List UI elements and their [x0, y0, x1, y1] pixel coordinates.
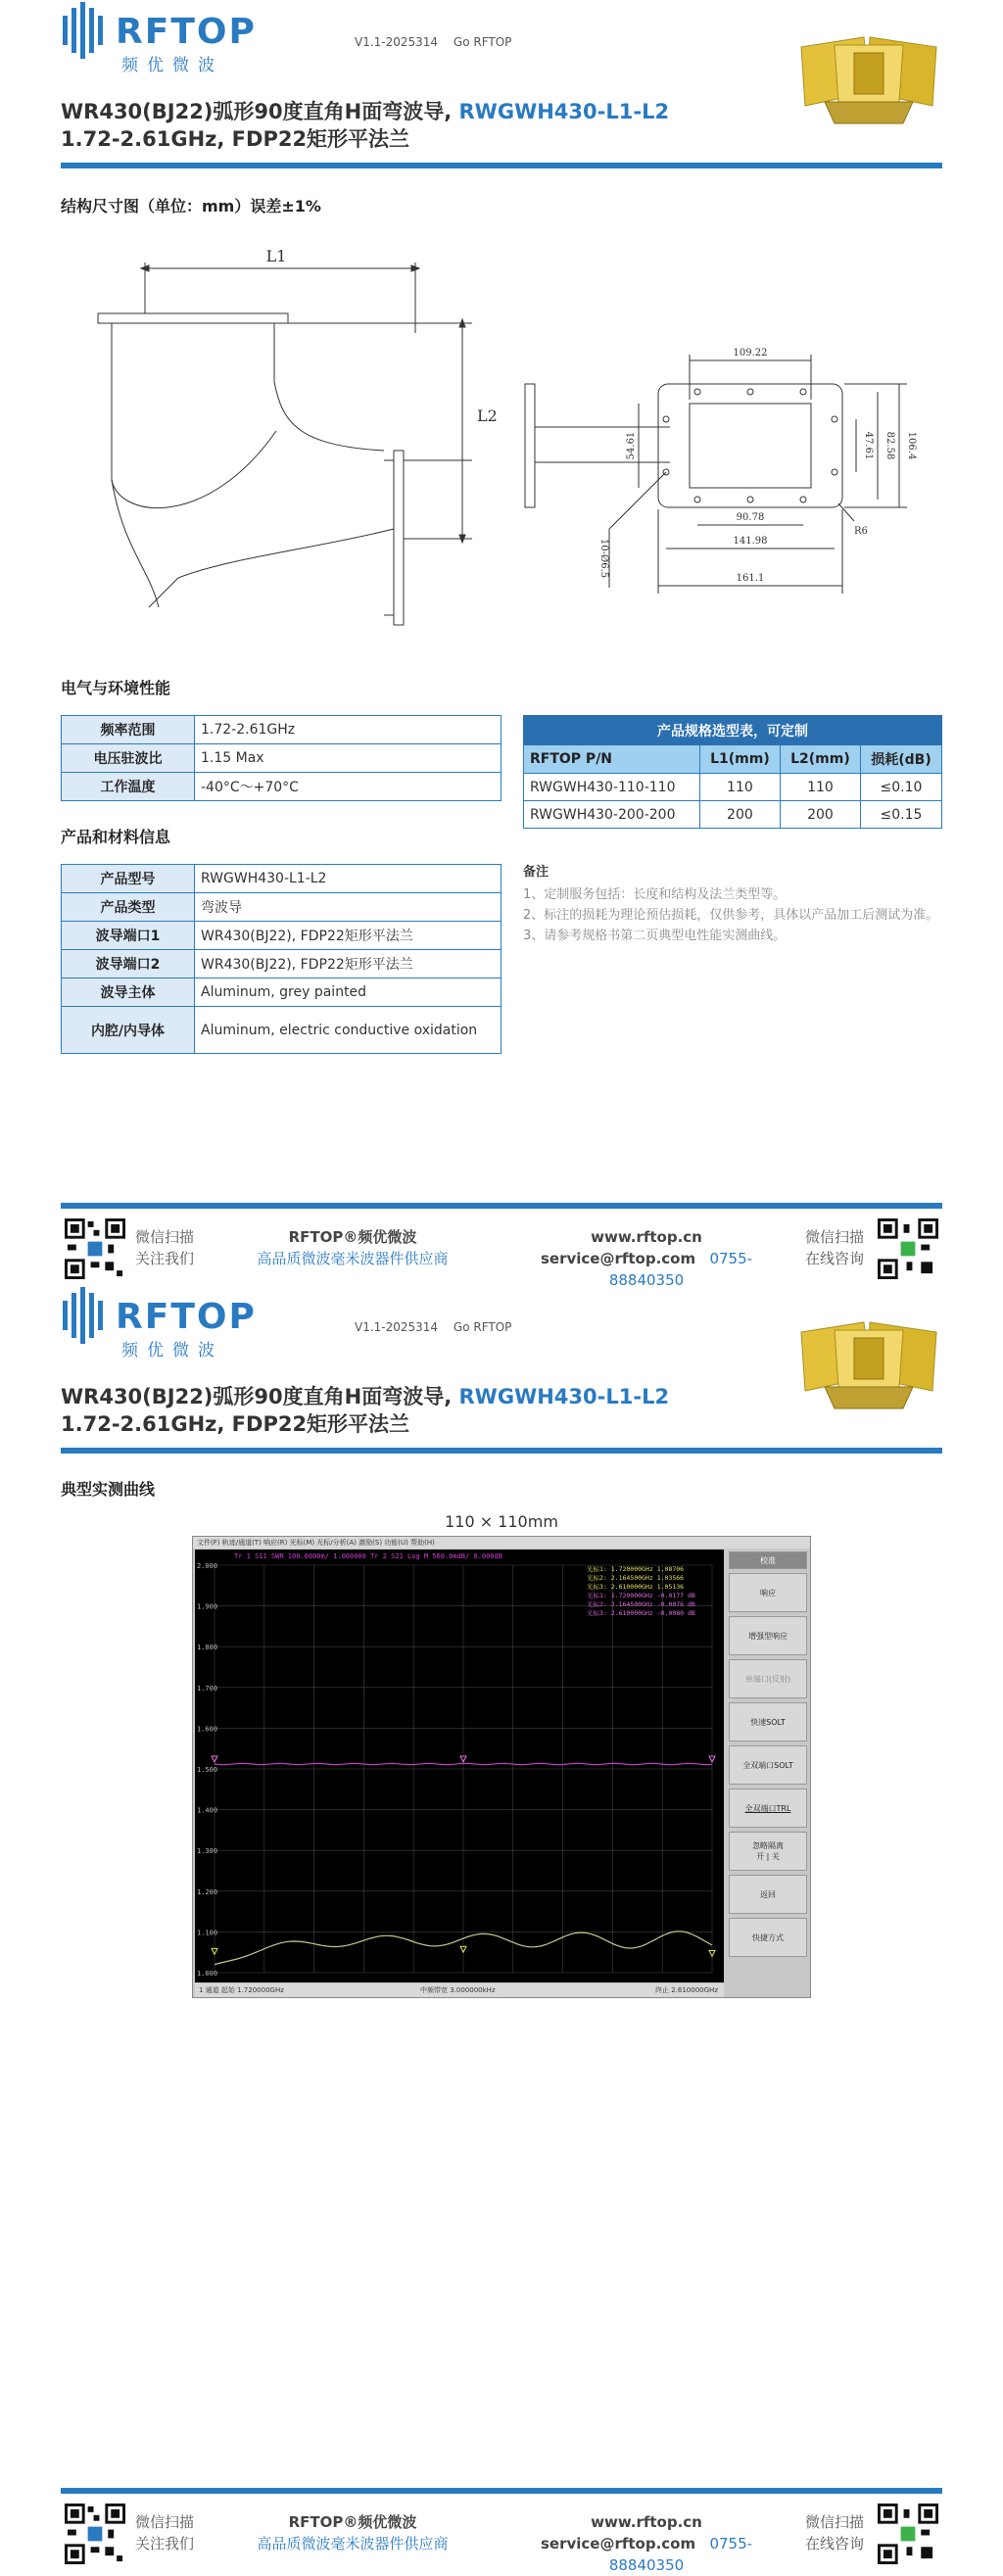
col-header: L1(mm)	[699, 745, 780, 774]
table-row	[62, 922, 502, 950]
website-link[interactable]: www.rftop.cn	[591, 2513, 702, 2531]
version-line	[355, 1320, 523, 1334]
logo-text: RFTOP	[116, 1297, 257, 1337]
marker-readout: 光标3: 2.610000GHz -0.0080 dB	[587, 1609, 695, 1617]
table-row	[62, 716, 502, 744]
cell-l1: 110	[699, 774, 780, 801]
footer-consult	[805, 2511, 864, 2554]
spec-key: 频率范围	[62, 716, 195, 744]
mechanical-drawing	[61, 235, 942, 646]
y-tick-label: 1.200	[197, 1887, 218, 1896]
footer-brand	[255, 2511, 451, 2554]
softkey-full-2port-trl[interactable]: 全双端口TRL	[729, 1789, 807, 1828]
brand-name: RFTOP®频优微波	[288, 1228, 417, 1246]
waveguide-bend-product-image	[795, 1318, 942, 1416]
consult-label: 在线咨询	[805, 2535, 865, 2552]
vna-plot-area	[195, 1550, 724, 1982]
spec-value: 弯波导	[195, 893, 502, 922]
brand-name: RFTOP®频优微波	[288, 2513, 417, 2531]
y-tick-label: 1.900	[197, 1602, 218, 1611]
phone-number: 0755-88840350	[608, 2535, 753, 2574]
vna-menu-bar: 文件(F) 轨迹/通道(T) 响应(R) 光标(M) 光标/分析(A) 激励(S) 功能(U) 帮助(H)	[193, 1537, 810, 1549]
spec-key: 内腔/内导体	[62, 1007, 195, 1054]
qr-code-icon	[65, 1218, 125, 1279]
spec-key: 产品类型	[62, 893, 195, 922]
header-divider	[61, 163, 942, 168]
note-item: 1、定制服务包括：长度和结构及法兰类型等。	[523, 887, 787, 902]
y-tick-label: 1.700	[197, 1684, 218, 1693]
notes-title: 备注	[523, 865, 549, 880]
waveguide-bend-product-image	[795, 33, 942, 131]
hole-callout: 10-Ø6.5	[598, 538, 609, 579]
dim-90-78: 90.78	[736, 512, 765, 523]
col-header: 损耗(dB)	[860, 745, 941, 774]
footer-brand	[255, 1226, 451, 1269]
spec-value: 1.72-2.61GHz	[195, 716, 502, 744]
product-title	[61, 96, 669, 125]
cell-l2: 200	[780, 801, 860, 829]
footer-contact	[519, 2511, 774, 2576]
spec-value: WR430(BJ22), FDP22矩形平法兰	[195, 922, 502, 950]
softkey-full-2port-solt[interactable]: 全双端口SOLT	[729, 1745, 807, 1785]
rftop-logo	[61, 2, 266, 75]
y-tick-label: 1.500	[197, 1766, 218, 1774]
title-prefix: WR430(BJ22)弧形90度直角H面弯波导,	[61, 100, 459, 123]
material-table	[61, 864, 502, 1054]
dim-141-98: 141.98	[733, 536, 768, 547]
marker-readout: 光标1: 1.720000GHz -0.0177 dB	[587, 1592, 695, 1599]
marker-readout: 光标3: 2.610000GHz 1.05136	[587, 1583, 685, 1591]
spec-key: 工作温度	[62, 773, 195, 801]
trace-header: Tr 1 S11 SWR 100.0000m/ 1.000000 Tr 2 S21 Log M 500.0mdB/ 0.000dB	[234, 1552, 502, 1560]
y-tick-label: 1.100	[197, 1929, 218, 1937]
selection-caption: 产品规格选型表，可定制	[524, 716, 942, 745]
section-drawing-title: 结构尺寸图（单位：mm）误差±1%	[61, 197, 321, 215]
status-ifbw: 中频带宽 3.000000kHz	[420, 1986, 496, 1994]
vna-plot	[195, 1550, 724, 1982]
logo-bars-icon	[61, 1287, 108, 1356]
product-title	[61, 1381, 669, 1410]
table-row	[524, 801, 942, 829]
radius-callout: R6	[854, 526, 868, 537]
status-start: 1 通道 起始 1.720000GHz	[199, 1986, 284, 1994]
qr-code-icon	[65, 2504, 125, 2564]
logo-subtext: 频优微波	[121, 1341, 223, 1360]
dim-106-4: 106.4	[906, 431, 917, 460]
logo-bars-icon	[61, 2, 108, 71]
website-link[interactable]: www.rftop.cn	[591, 1228, 702, 1246]
softkey-ignore-isolation[interactable]: 忽略隔离 开 | 关	[729, 1832, 807, 1871]
selection-table	[523, 715, 942, 829]
cell-l1: 200	[699, 801, 780, 829]
footer-divider	[61, 1203, 942, 1209]
table-row	[62, 744, 502, 773]
dim-47-61: 47.61	[863, 431, 874, 460]
section-curve-title: 典型实测曲线	[61, 1480, 156, 1499]
marker-readout: 光标2: 2.164500GHz -0.0076 dB	[587, 1600, 695, 1608]
footer-follow	[135, 1226, 194, 1269]
marker-readout: 光标1: 1.720000GHz 1.08706	[587, 1565, 685, 1573]
note-item: 3、请参考规格书第二页典型电性能实测曲线。	[523, 929, 787, 943]
col-header: RFTOP P/N	[524, 745, 700, 774]
go-rftop-link[interactable]: Go RFTOP	[453, 1320, 512, 1334]
cell-pn: RWGWH430-200-200	[524, 801, 700, 829]
status-stop: 终止 2.610000GHz	[655, 1986, 718, 1994]
dim-82-58: 82.58	[884, 431, 895, 460]
spec-value: -40°C～+70°C	[195, 773, 502, 801]
phone-number: 0755-88840350	[608, 1250, 753, 1289]
spec-key: 产品型号	[62, 865, 195, 893]
qr-code-icon	[878, 2504, 938, 2564]
version-line	[355, 35, 523, 49]
title-part-number: RWGWH430-L1-L2	[458, 1385, 670, 1408]
follow-label: 关注我们	[135, 2535, 195, 2552]
follow-label: 关注我们	[135, 1250, 195, 1267]
electrical-table	[61, 715, 502, 801]
spec-key: 波导端口2	[62, 950, 195, 978]
vna-softkey-panel	[727, 1550, 809, 1982]
wechat-scan-label: 微信扫描	[805, 1228, 865, 1246]
y-tick-label: 1.600	[197, 1725, 218, 1734]
title-prefix: WR430(BJ22)弧形90度直角H面弯波导,	[61, 1385, 459, 1408]
email-link[interactable]: service@rftop.com	[540, 1250, 696, 1267]
marker-readout: 光标2: 2.164500GHz 1.03566	[587, 1574, 685, 1582]
spec-value: RWGWH430-L1-L2	[195, 865, 502, 893]
spec-value: Aluminum, electric conductive oxidation	[195, 1007, 502, 1054]
dim-109-22: 109.22	[733, 348, 768, 358]
dim-161-1: 161.1	[736, 573, 765, 584]
go-rftop-link[interactable]: Go RFTOP	[453, 35, 512, 49]
header-divider	[61, 1448, 942, 1454]
vna-screenshot	[192, 1536, 811, 1998]
section-electrical-title: 电气与环境性能	[61, 679, 171, 697]
brand-slogan: 高品质微波毫米波器件供应商	[257, 1250, 449, 1267]
table-row	[62, 773, 502, 801]
spec-key: 波导端口1	[62, 922, 195, 950]
footer-contact	[519, 1226, 774, 1291]
softkey-return[interactable]: 返回	[729, 1875, 807, 1914]
note-item: 2、标注的损耗为理论预估损耗，仅供参考，具体以产品加工后测试为准。	[523, 908, 939, 923]
dim-54-61: 54.61	[626, 431, 637, 460]
footer-consult	[805, 1226, 864, 1269]
footer-follow	[135, 2511, 194, 2554]
softkey-one-port[interactable]: 单端口(反射)	[729, 1659, 807, 1698]
vna-status-bar	[195, 1983, 724, 1997]
footer-divider	[61, 2488, 942, 2494]
section-material-title: 产品和材料信息	[61, 828, 171, 846]
table-row	[62, 978, 502, 1007]
y-tick-label: 1.300	[197, 1847, 218, 1856]
softkey-quick-solt[interactable]: 快速SOLT	[729, 1702, 807, 1741]
logo-text: RFTOP	[116, 12, 257, 52]
table-row	[62, 865, 502, 893]
spec-value: Aluminum, grey painted	[195, 978, 502, 1007]
col-header: L2(mm)	[780, 745, 860, 774]
wechat-scan-label: 微信扫描	[135, 2513, 195, 2531]
notes	[523, 862, 942, 946]
spec-key: 波导主体	[62, 978, 195, 1007]
product-subtitle: 1.72-2.61GHz, FDP22矩形平法兰	[61, 1412, 410, 1436]
softkey-shortcut[interactable]: 快捷方式	[729, 1918, 807, 1957]
label-l2: L2	[477, 406, 498, 425]
email-link[interactable]: service@rftop.com	[540, 2535, 696, 2552]
wechat-scan-label: 微信扫描	[135, 1228, 195, 1246]
title-part-number: RWGWH430-L1-L2	[458, 100, 670, 123]
spec-value: WR430(BJ22), FDP22矩形平法兰	[195, 950, 502, 978]
cell-loss: ≤0.10	[860, 774, 941, 801]
softkey-response[interactable]: 响应	[729, 1573, 807, 1612]
product-subtitle: 1.72-2.61GHz, FDP22矩形平法兰	[61, 127, 410, 151]
table-row	[62, 893, 502, 922]
y-tick-label: 1.800	[197, 1644, 218, 1652]
table-row	[62, 950, 502, 978]
wechat-scan-label: 微信扫描	[805, 2513, 865, 2531]
version-number: V1.1-2025314	[355, 35, 439, 49]
cell-pn: RWGWH430-110-110	[524, 774, 700, 801]
spec-key: 电压驻波比	[62, 744, 195, 773]
cell-loss: ≤0.15	[860, 801, 941, 829]
softkey-calibration-header: 校准	[729, 1551, 807, 1569]
spec-value: 1.15 Max	[195, 744, 502, 773]
version-number: V1.1-2025314	[355, 1320, 439, 1334]
y-tick-label: 1.000	[197, 1970, 218, 1978]
qr-code-icon	[878, 1218, 938, 1279]
y-tick-label: 2.000	[197, 1562, 218, 1570]
y-tick-label: 1.400	[197, 1806, 218, 1815]
measurement-size-label: 110 × 110mm	[445, 1512, 558, 1531]
consult-label: 在线咨询	[805, 1250, 865, 1267]
label-l1: L1	[265, 247, 287, 265]
rftop-logo	[61, 1287, 266, 1360]
softkey-enhanced-response[interactable]: 增强型响应	[729, 1616, 807, 1655]
brand-slogan: 高品质微波毫米波器件供应商	[257, 2535, 449, 2552]
cell-l2: 110	[780, 774, 860, 801]
logo-subtext: 频优微波	[121, 56, 223, 75]
table-row	[62, 1007, 502, 1054]
table-row	[524, 774, 942, 801]
